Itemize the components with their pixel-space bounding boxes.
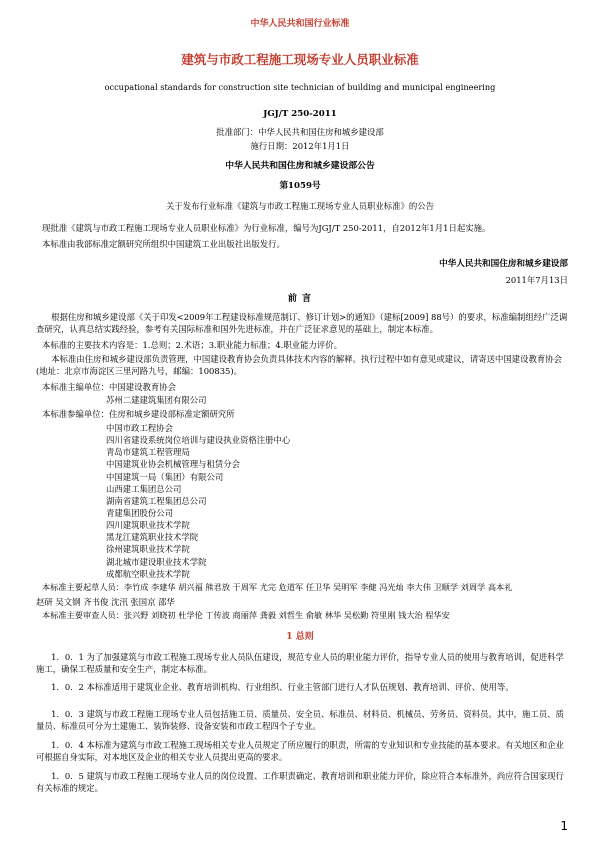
announcement-issuer: 中华人民共和国住房和城乡建设部公告 bbox=[225, 161, 375, 171]
document-title: 建筑与市政工程施工现场专业人员职业标准 bbox=[181, 52, 419, 67]
standard-code: JGJ/T 250-2011 bbox=[263, 109, 337, 119]
announcement-subject: 关于发布行业标准《建筑与市政工程施工现场专业人员职业标准》的公告 bbox=[166, 201, 434, 211]
chief-editor-second: 苏州二建建筑集团有限公司 bbox=[106, 395, 207, 405]
participant-item: 青建集团股份公司 bbox=[106, 507, 173, 518]
approval-department: 批准部门：中华人民共和国住房和城乡建设部 bbox=[216, 127, 384, 137]
clause-1-0-3: 1．0．3 建筑与市政工程施工现场专业人员包括施工员、质量员、安全员、标准员、材料员、机械员、劳务员、资料员。其中，施工员、质量员、标准员可分为土建施工、装饰装修、设备安装和市政工程四个子专业。 bbox=[36, 709, 564, 732]
participant-item: 青岛市建筑工程管理局 bbox=[106, 447, 190, 458]
announcement-body-1: 现批准《建筑与市政工程施工现场专业人员职业标准》为行业标准，编号为JGJ/T 250-2011，自2012年1月1日起实施。 bbox=[42, 223, 491, 233]
participant-list bbox=[106, 422, 290, 580]
participant-item: 黑龙江建筑职业技术学院 bbox=[106, 532, 199, 543]
chapter-1-heading: 1 总则 bbox=[286, 632, 314, 642]
participant-item: 湖南省建筑工程集团总公司 bbox=[106, 495, 207, 506]
effective-date: 施行日期：2012年1月1日 bbox=[250, 141, 350, 151]
participant-item: 湖北城市建设职业技术学院 bbox=[106, 556, 207, 567]
announcement-number: 第1059号 bbox=[279, 181, 321, 191]
clause-1-0-1: 1．0．1 为了加强建筑与市政工程施工现场专业人员队伍建设，规范专业人员的职业能力评价，指导专业人员的使用与教育培训，促进科学施工，确保工程质量和安全生产，制定本标准。 bbox=[36, 652, 564, 675]
drafters-line-1: 本标准主要起草人员：李竹成 李建华 胡兴福 熊君放 于周军 尤完 危道军 任卫华 吴明军 李健 冯光灿 李大伟 卫顺学 刘周学 高本礼 bbox=[42, 582, 513, 592]
announcement-date: 2011年7月13日 bbox=[505, 275, 568, 285]
participant-item: 四川建筑职业技术学院 bbox=[106, 520, 190, 531]
standard-category: 中华人民共和国行业标准 bbox=[250, 19, 350, 29]
participant-item: 成都航空职业技术学院 bbox=[106, 568, 190, 579]
participant-item: 四川省建设系统岗位培训与建设执业资格注册中心 bbox=[106, 435, 291, 446]
participant-item: 中国建筑一局（集团）有限公司 bbox=[106, 471, 224, 482]
participant-item: 山西建工集团总公司 bbox=[106, 483, 182, 494]
participant-item: 中国市政工程协会 bbox=[106, 423, 173, 433]
announcement-body-2: 本标准由我部标准定额研究所组织中国建筑工业出版社出版发行。 bbox=[42, 239, 285, 249]
reviewers-line: 本标准主要审查人员：张兴野 刘晓初 杜学伦 丁传波 商丽萍 龚毅 刘哲生 俞敏 林华 吴松勤 符里刚 钱大治 程华安 bbox=[42, 610, 450, 620]
drafters-line-2: 赵研 吴文钢 齐书俊 沈汛 张国京 邵华 bbox=[36, 597, 175, 607]
clause-1-0-2: 1．0．2 本标准适用于建筑业企业、教育培训机构、行业组织、行业主管部门进行人才队伍规划、教育培训、评价、使用等。 bbox=[51, 682, 514, 692]
clause-1-0-4: 1．0．4 本标准为建筑与市政工程施工现场相关专业人员规定了所应履行的职责，所需的专业知识和专业技能的基本要求。有关地区和企业可根据自身实际，对本地区及企业的相关专业人员提出更高的要求。 bbox=[36, 740, 564, 763]
foreword-heading: 前 言 bbox=[287, 294, 313, 304]
foreword-paragraph-1: 根据住房和城乡建设部《关于印发<2009年工程建设标准规范制订、修订计划>的通知》（建标[2009] 88号）的要求，标准编制组经广泛调查研究，认真总结实践经验，参考有关国际标准和国外先进标准，并在广泛征求意见的基础上，制定本标准。 bbox=[36, 312, 568, 335]
chief-editor-label: 本标准主编单位：中国建设教育协会 bbox=[42, 382, 176, 392]
english-title: occupational standards for construction site technician of building and municipal engineering bbox=[104, 82, 496, 92]
participant-item: 中国建筑业协会机械管理与租赁分会 bbox=[106, 459, 240, 470]
announcement-signature: 中华人民共和国住房和城乡建设部 bbox=[439, 259, 568, 269]
foreword-paragraph-3: 本标准由住房和城乡建设部负责管理，中国建设教育协会负责具体技术内容的解释。执行过程中如有意见或建议，请寄送中国建设教育协会(地址：北京市海淀区三里河路九号，邮编：100835)。 bbox=[36, 354, 562, 377]
foreword-paragraph-2: 本标准的主要技术内容是：1.总则；2.术语；3.职业能力标准；4.职业能力评价。 bbox=[42, 340, 342, 350]
clause-1-0-5: 1．0．5 建筑与市政工程施工现场专业人员的岗位设置、工作职责确定、教育培训和职业能力评价，除应符合本标准外，尚应符合国家现行有关标准的规定。 bbox=[36, 771, 564, 794]
participant-item: 徐州建筑职业技术学院 bbox=[106, 544, 190, 555]
page-number: 1 bbox=[560, 819, 568, 833]
participant-label: 本标准参编单位：住房和城乡建设部标准定额研究所 bbox=[42, 409, 235, 419]
